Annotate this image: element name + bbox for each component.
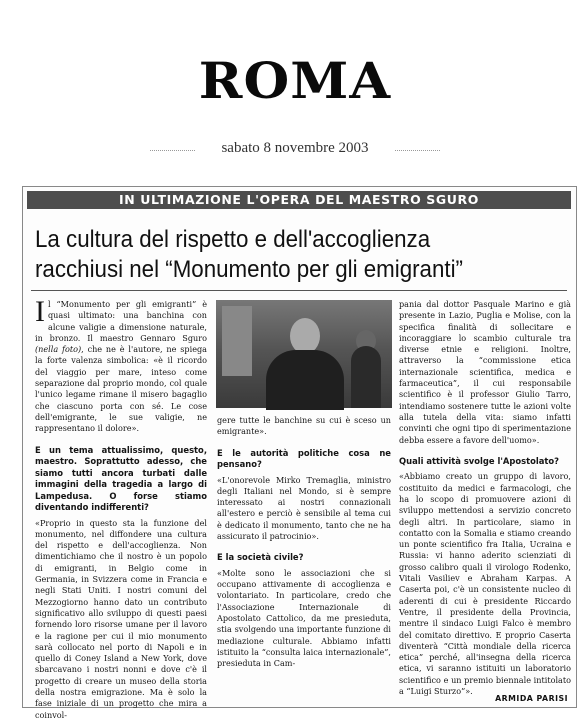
question-1: E un tema attualissimo, questo, maestro. Soprattutto adesso, che siamo tutti ancora turbati dalle immagini della tragedia a largo di Lampedusa. O forse stiamo diventando indifferenti?	[35, 444, 207, 513]
article-kicker: IN ULTIMAZIONE L'OPERA DEL MAESTRO SGURO	[27, 191, 571, 209]
article-column-3	[399, 299, 571, 696]
answer-3-continued: pania dal dottor Pasquale Marino e già presente in Lazio, Puglia e Molise, con la specifica finalità di sollecitare e incoraggiare lo scambio culturale tra diverse etnie e religioni. Inoltre, attraverso la “commissione etica internazionale scientifica, medica e farmaceutica”, il cui responsabile scientifico è il professor Giulio Tarro, intendiamo sostenere tutte le azioni volte alla tutela della vita: siamo infatti convinti che ogni tipo di sperimentazione debba essere a favore dell'uomo».	[399, 299, 571, 445]
headline-line-1: La cultura del rispetto e dell'accoglienza	[35, 226, 431, 253]
answer-2: «L'onorevole Mirko Tremaglia, ministro degli Italiani nel Mondo, si è sempre interessato ai nostri connazionali all'estero e perciò è sensibile al tema cui è dedicato il monumento, tanto che ne ha assicurato il patrocinio».	[217, 474, 391, 542]
photo-subject-body	[266, 350, 344, 410]
publication-date: sabato 8 novembre 2003	[150, 140, 440, 157]
newspaper-masthead: ROMA	[198, 51, 392, 110]
headline-divider	[31, 290, 567, 291]
intro-text: l “Monumento per gli emigranti” è quasi ultimato: una banchina con alcune valigie a dimensione naturale, in bronzo. Il maestro Gennaro Sguro	[35, 299, 207, 343]
photo-reference: (nella foto)	[35, 344, 82, 355]
answer-4: «Abbiamo creato un gruppo di lavoro, costituito da medici e farmacologi, che ha lo scopo di promuovere azioni di sviluppo mettendosi a servizio concreto degli altri. In particolare, siamo in contatto con la Somalia e stiamo creando un ponte scientifico fra Italia, Ucraina e Russia: vi hanno aderito scienziati di grosso calibro quali il virologo Rodenko, Vitali Vasiliev e Abraham Karpas. A Caserta poi, c'è un consistente nucleo di aderenti di cui è presidente Riccardo Ventre, il presidente della Provincia, mentre il sindaco Luigi Falco è membro del comitato direttivo. E proprio Caserta diventerà “Città mondiale della ricerca etica” perché, all'insegna della ricerca etica, vi saranno istituiti un laboratorio scientifico e un premio biennale intitolato a “Luigi Sturzo”».	[399, 471, 571, 696]
answer-1-continued: gere tutte le banchine su cui è sceso un emigrante».	[217, 415, 391, 437]
article-column-1	[35, 295, 207, 720]
intro-text-rest: , che ne è l'autore, ne spiega la forte valenza simbolica: «è il ricordo del viaggio per mare, inteso come separazione dal proprio mondo, col quale l'unico legame rimane il misero bagaglio che ciascuno porta con sé. Le cose dell'emigrante, le sue valigie, ne rappresentano il dolore».	[35, 344, 207, 434]
question-4: Quali attività svolge l'Apostolato?	[399, 455, 560, 466]
question-2: E le autorità politiche cosa ne pensano?	[217, 447, 391, 470]
answer-3: «Molte sono le associazioni che si occupano attivamente di accoglienza e volontariato. In particolare, credo che l'Associazione Internazionale di Apostolato Cattolico, da me presieduta, stia svolgendo una importante funzione di mediazione culturale. Abbiamo infatti istituito la “consulta laica internazionale”, presieduta in Cam-	[217, 567, 391, 669]
question-3: E la società civile?	[217, 552, 304, 563]
article-column-2	[217, 415, 391, 689]
answer-1: «Proprio in questo sta la funzione del monumento, nel diffondere una cultura del rispetto e dell'accoglienza. Non dimentichiamo che il nostro è un popolo di emigranti, in Belgio come in Germania, in Svizzera come in Francia e negli Stati Uniti. I nostri comuni del Mezzogiorno hanno dato un contributo significativo allo sviluppo di questi paesi fornendo loro risorse umane per il lavoro e la ragione per cui il mio monumento sarà collocato nel porto di Napoli e in quello di Coney Island a New York, dove sbarcavano i nostri nonni e dove c'è il progetto di creare un museo della storia della nostra emigrazione. Ma è solo la fase iniziale di un progetto che mira a coinvol-	[35, 517, 207, 720]
article-clipping	[22, 186, 577, 720]
article-headline	[35, 225, 528, 285]
photo-subject-head	[290, 318, 320, 354]
photo-second-figure	[351, 346, 381, 408]
sculptor-photo	[216, 300, 392, 408]
author-signature: ARMIDA PARISI	[495, 694, 568, 703]
headline-line-2: racchiusi nel “Monumento per gli emigranti”	[35, 256, 463, 283]
intro-paragraph	[35, 295, 207, 435]
drop-cap: I	[35, 295, 45, 328]
photo-background-flag	[222, 306, 252, 376]
